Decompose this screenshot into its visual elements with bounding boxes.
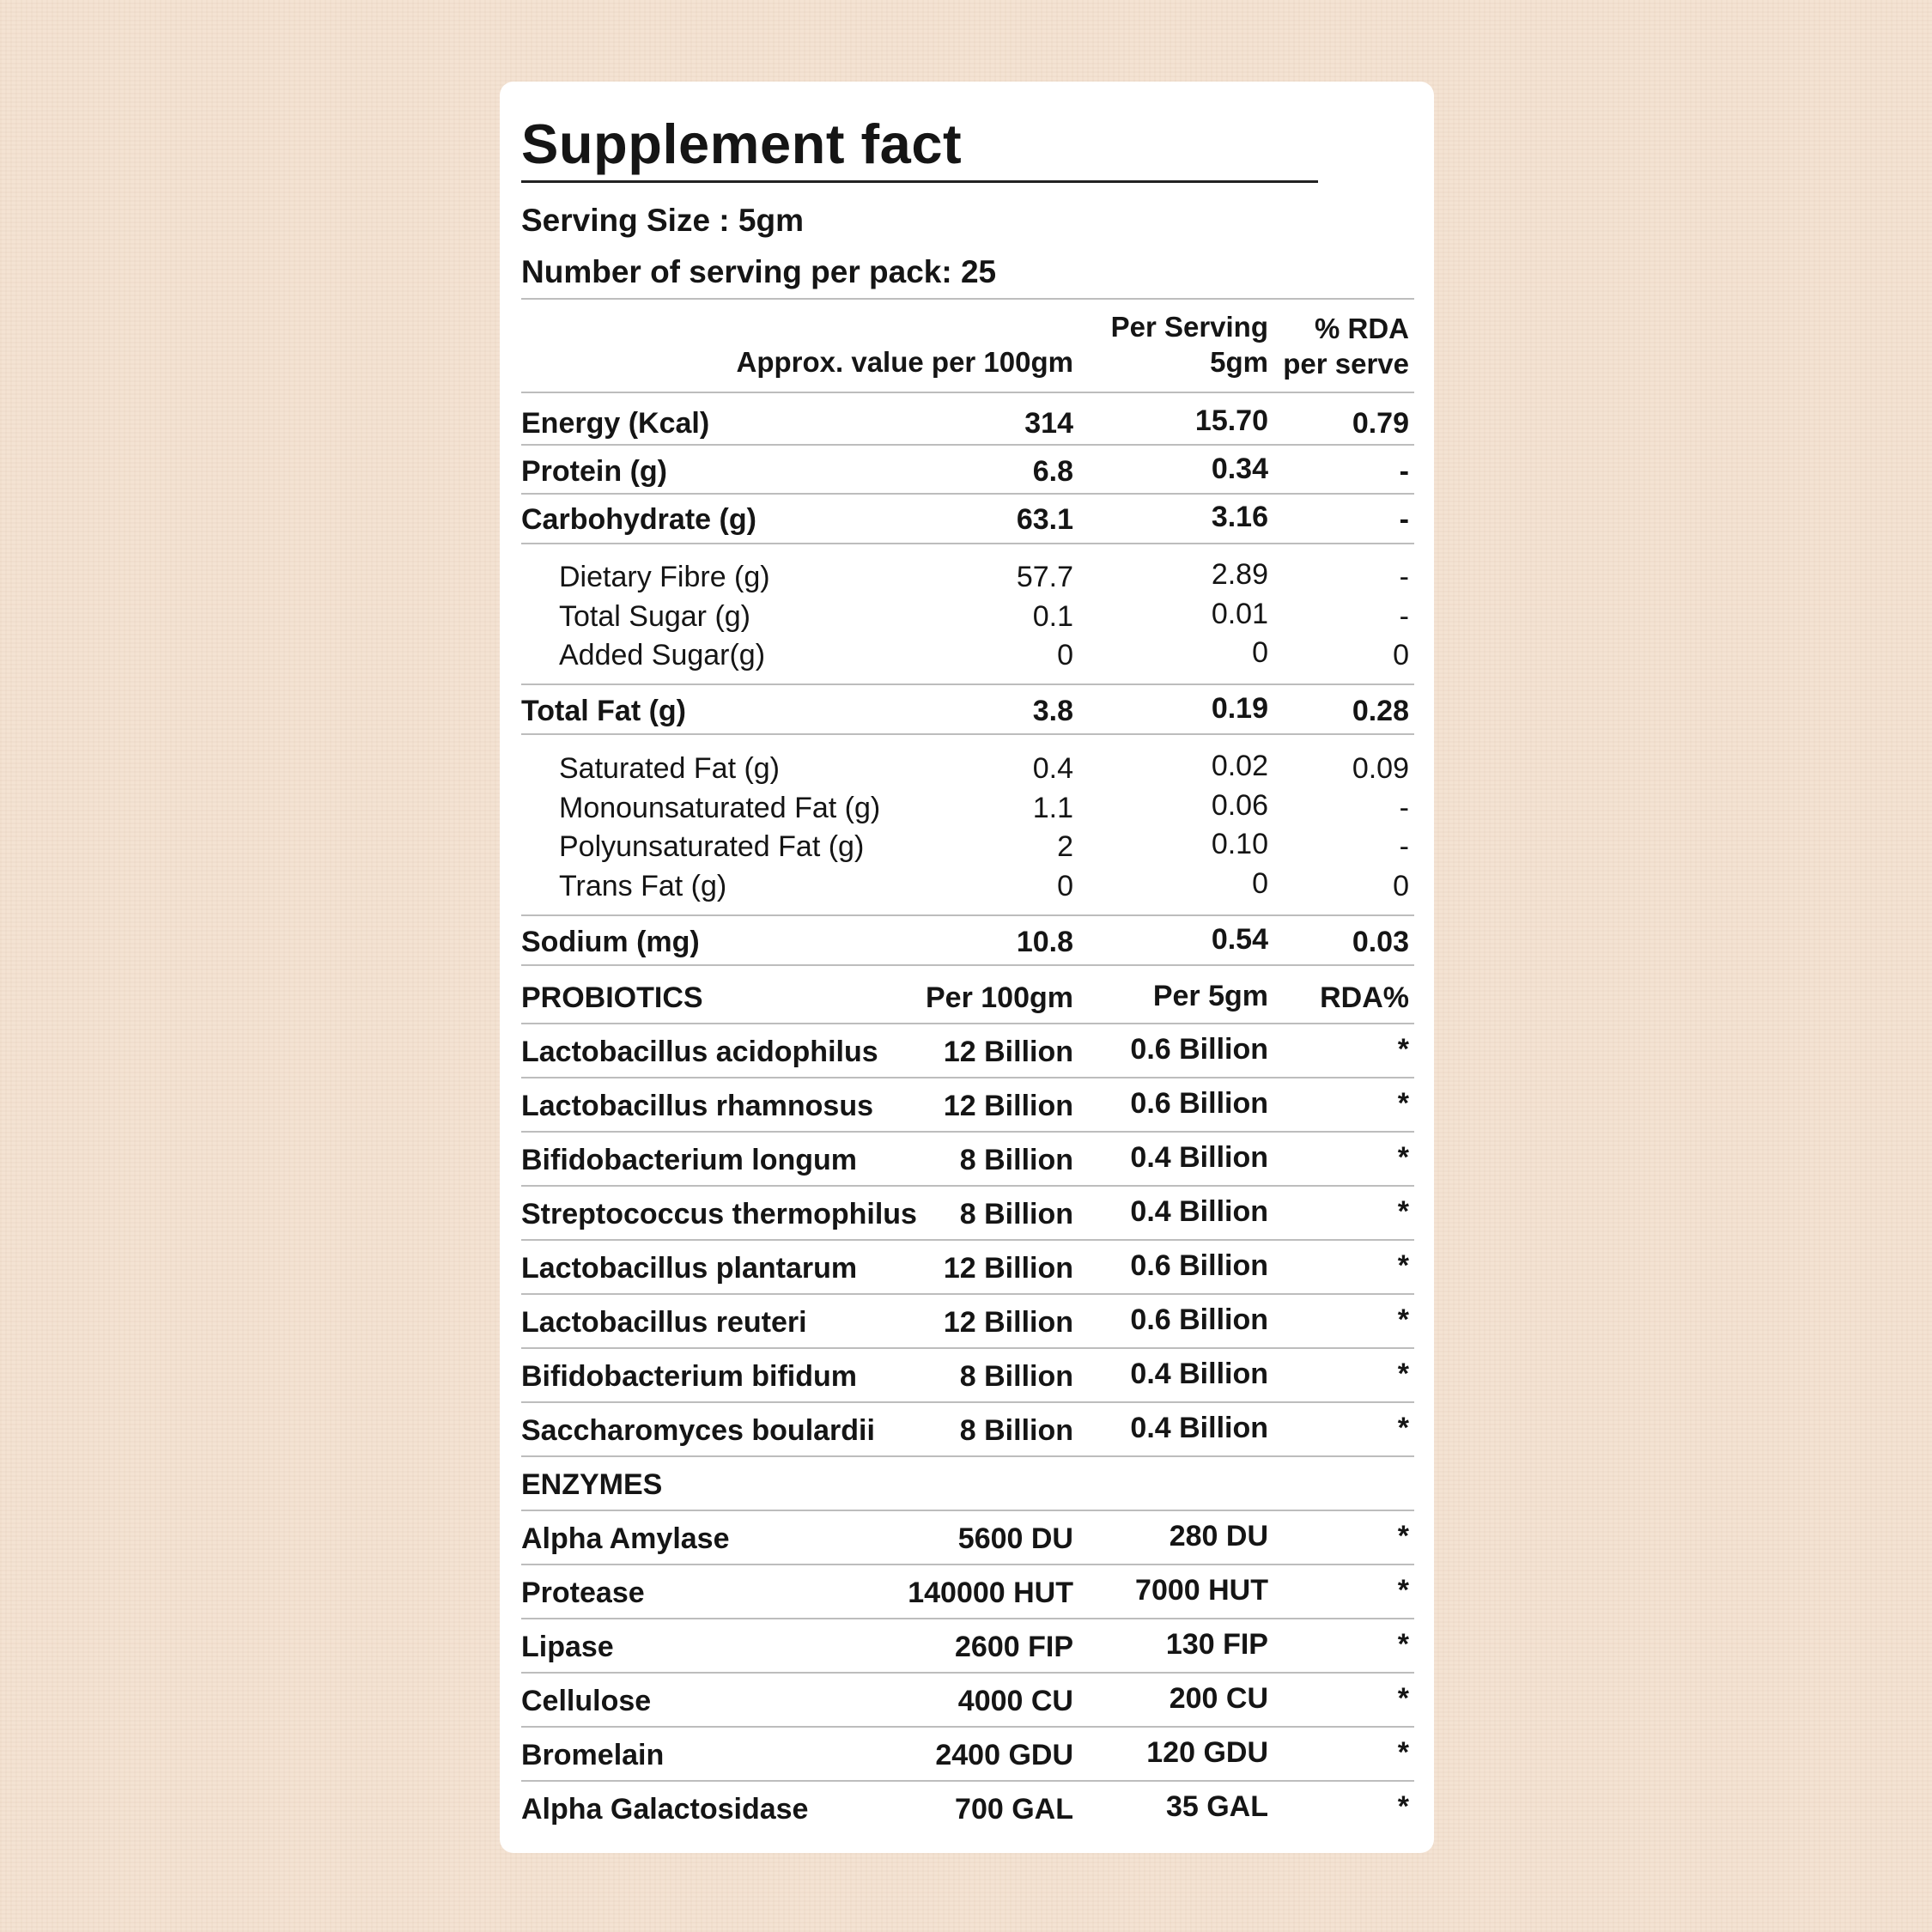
- probiotic-rda: *: [1397, 1195, 1409, 1228]
- divider: [521, 298, 1414, 300]
- probiotics-header: PROBIOTICS: [521, 981, 703, 1014]
- per-serving-line-2: 5gm: [1210, 346, 1268, 379]
- enzyme-name: Lipase: [521, 1631, 614, 1663]
- enzyme-per-100: 140000 HUT: [908, 1577, 1073, 1609]
- nutrient-per-100: 63.1: [1016, 503, 1073, 536]
- divider: [521, 1131, 1414, 1133]
- nutrient-per-100: 0: [1057, 639, 1073, 671]
- divider: [521, 1780, 1414, 1782]
- probiotic-rda: *: [1397, 1303, 1409, 1336]
- divider: [521, 683, 1414, 685]
- probiotic-per-100: 8 Billion: [959, 1144, 1073, 1176]
- column-header-rda: [1283, 311, 1409, 382]
- nutrient-rda: 0.03: [1352, 926, 1409, 958]
- probiotic-rda: *: [1397, 1087, 1409, 1120]
- enzyme-name: Alpha Galactosidase: [521, 1793, 809, 1826]
- probiotic-per-serving: 0.6 Billion: [1130, 1249, 1268, 1282]
- enzyme-name: Bromelain: [521, 1739, 665, 1771]
- probiotic-rda: *: [1397, 1033, 1409, 1066]
- divider: [521, 1672, 1414, 1674]
- nutrient-name: Monounsaturated Fat (g): [559, 792, 881, 824]
- enzyme-rda: *: [1397, 1520, 1409, 1552]
- probiotics-header-rda: RDA%: [1320, 981, 1409, 1014]
- nutrient-rda: -: [1399, 503, 1409, 536]
- column-header-per-100: Approx. value per 100gm: [736, 346, 1073, 378]
- divider: [521, 1726, 1414, 1728]
- nutrient-rda: -: [1399, 455, 1409, 488]
- enzyme-per-100: 2400 GDU: [935, 1739, 1073, 1771]
- nutrient-per-serving: 0.34: [1211, 453, 1268, 485]
- nutrient-per-100: 0.4: [1032, 752, 1073, 785]
- nutrient-per-serving: 0: [1252, 867, 1268, 900]
- divider: [521, 1618, 1414, 1619]
- probiotic-per-serving: 0.6 Billion: [1130, 1087, 1268, 1120]
- enzyme-rda: *: [1397, 1736, 1409, 1769]
- nutrient-name: Total Fat (g): [521, 695, 686, 727]
- probiotic-name: Saccharomyces boulardii: [521, 1414, 875, 1447]
- enzyme-per-serving: 35 GAL: [1165, 1790, 1268, 1823]
- enzyme-rda: *: [1397, 1790, 1409, 1823]
- nutrient-name: Saturated Fat (g): [559, 752, 781, 785]
- divider: [521, 543, 1414, 544]
- nutrient-rda: 0.09: [1352, 752, 1409, 785]
- nutrient-name: Added Sugar(g): [559, 639, 766, 671]
- nutrient-per-100: 3.8: [1032, 695, 1073, 727]
- nutrient-per-serving: 2.89: [1211, 558, 1268, 591]
- probiotic-per-serving: 0.6 Billion: [1130, 1033, 1268, 1066]
- divider: [521, 392, 1414, 393]
- enzyme-per-serving: 200 CU: [1169, 1682, 1268, 1715]
- nutrient-rda: 0: [1393, 870, 1409, 902]
- nutrient-per-serving: 0.19: [1211, 692, 1268, 725]
- nutrient-per-100: 2: [1057, 830, 1073, 863]
- probiotic-name: Bifidobacterium bifidum: [521, 1360, 857, 1393]
- nutrient-name: Carbohydrate (g): [521, 503, 756, 536]
- enzyme-per-serving: 7000 HUT: [1135, 1574, 1268, 1607]
- title-divider: [521, 180, 1318, 183]
- divider: [521, 914, 1414, 916]
- nutrient-rda: -: [1399, 600, 1409, 633]
- divider: [521, 1185, 1414, 1187]
- probiotic-per-serving: 0.4 Billion: [1130, 1358, 1268, 1390]
- divider: [521, 1347, 1414, 1349]
- divider: [521, 1077, 1414, 1078]
- probiotic-per-serving: 0.4 Billion: [1130, 1141, 1268, 1174]
- probiotic-per-100: 12 Billion: [943, 1306, 1073, 1339]
- enzyme-per-serving: 280 DU: [1169, 1520, 1268, 1552]
- nutrient-per-serving: 0.10: [1211, 828, 1268, 860]
- nutrient-per-serving: 0.02: [1211, 750, 1268, 782]
- nutrient-rda: -: [1399, 792, 1409, 824]
- probiotic-per-100: 12 Billion: [943, 1090, 1073, 1122]
- nutrient-per-100: 1.1: [1032, 792, 1073, 824]
- probiotic-name: Lactobacillus acidophilus: [521, 1036, 878, 1068]
- nutrient-per-100: 0: [1057, 870, 1073, 902]
- probiotics-header-per-100: Per 100gm: [926, 981, 1073, 1014]
- divider: [521, 1564, 1414, 1565]
- enzyme-name: Protease: [521, 1577, 645, 1609]
- divider: [521, 1239, 1414, 1241]
- probiotic-rda: *: [1397, 1412, 1409, 1444]
- probiotic-per-100: 12 Billion: [943, 1036, 1073, 1068]
- enzyme-name: Alpha Amylase: [521, 1522, 730, 1555]
- nutrient-name: Polyunsaturated Fat (g): [559, 830, 865, 863]
- divider: [521, 1401, 1414, 1403]
- column-header-per-serving: [1111, 309, 1268, 380]
- nutrient-rda: -: [1399, 830, 1409, 863]
- nutrient-per-serving: 0.54: [1211, 923, 1268, 956]
- nutrient-name: Trans Fat (g): [559, 870, 727, 902]
- nutrient-name: Total Sugar (g): [559, 600, 750, 633]
- nutrient-per-serving: 0: [1252, 636, 1268, 669]
- probiotic-rda: *: [1397, 1249, 1409, 1282]
- per-serving-line-1: Per Serving: [1110, 311, 1268, 343]
- nutrient-per-100: 10.8: [1016, 926, 1073, 958]
- nutrient-per-serving: 3.16: [1211, 501, 1268, 533]
- nutrient-rda: -: [1399, 561, 1409, 593]
- supplement-facts-card: [500, 82, 1434, 1853]
- enzyme-rda: *: [1397, 1682, 1409, 1715]
- probiotics-header-per-serving: Per 5gm: [1152, 980, 1268, 1012]
- page-title: Supplement fact: [521, 112, 963, 175]
- nutrient-rda: 0: [1393, 639, 1409, 671]
- probiotic-per-serving: 0.6 Billion: [1130, 1303, 1268, 1336]
- servings-per-pack: Number of serving per pack: 25: [521, 254, 997, 289]
- nutrient-name: Protein (g): [521, 455, 667, 488]
- divider: [521, 444, 1414, 446]
- nutrient-per-100: 314: [1024, 407, 1073, 440]
- divider: [521, 964, 1414, 966]
- probiotic-rda: *: [1397, 1358, 1409, 1390]
- serving-size: Serving Size : 5gm: [521, 203, 804, 238]
- enzyme-per-100: 700 GAL: [955, 1793, 1073, 1826]
- divider: [521, 1455, 1414, 1457]
- divider: [521, 1293, 1414, 1295]
- nutrient-rda: 0.79: [1352, 407, 1409, 440]
- probiotic-name: Streptococcus thermophilus: [521, 1198, 917, 1230]
- nutrient-per-serving: 0.06: [1211, 789, 1268, 822]
- divider: [521, 733, 1414, 735]
- probiotic-per-serving: 0.4 Billion: [1130, 1195, 1268, 1228]
- rda-line-2: per serve: [1283, 348, 1409, 380]
- probiotic-name: Bifidobacterium longum: [521, 1144, 857, 1176]
- nutrient-name: Dietary Fibre (g): [559, 561, 770, 593]
- nutrient-name: Sodium (mg): [521, 926, 700, 958]
- nutrient-per-serving: 0.01: [1211, 598, 1268, 630]
- probiotic-name: Lactobacillus reuteri: [521, 1306, 807, 1339]
- enzyme-per-serving: 120 GDU: [1146, 1736, 1268, 1769]
- nutrient-per-100: 0.1: [1032, 600, 1073, 633]
- enzyme-rda: *: [1397, 1574, 1409, 1607]
- probiotic-per-serving: 0.4 Billion: [1130, 1412, 1268, 1444]
- probiotic-per-100: 8 Billion: [959, 1198, 1073, 1230]
- nutrient-per-100: 57.7: [1016, 561, 1073, 593]
- nutrient-per-serving: 15.70: [1194, 404, 1268, 437]
- enzyme-per-100: 2600 FIP: [955, 1631, 1073, 1663]
- nutrient-name: Energy (Kcal): [521, 407, 710, 440]
- divider: [521, 1510, 1414, 1511]
- probiotic-per-100: 8 Billion: [959, 1414, 1073, 1447]
- probiotic-rda: *: [1397, 1141, 1409, 1174]
- rda-line-1: % RDA: [1314, 313, 1409, 344]
- divider: [521, 1023, 1414, 1024]
- enzyme-name: Cellulose: [521, 1685, 652, 1717]
- probiotic-name: Lactobacillus plantarum: [521, 1252, 858, 1285]
- nutrient-per-100: 6.8: [1032, 455, 1073, 488]
- enzyme-rda: *: [1397, 1628, 1409, 1661]
- enzymes-header: ENZYMES: [521, 1468, 663, 1501]
- probiotic-per-100: 12 Billion: [943, 1252, 1073, 1285]
- nutrient-rda: 0.28: [1352, 695, 1409, 727]
- probiotic-per-100: 8 Billion: [959, 1360, 1073, 1393]
- enzyme-per-100: 5600 DU: [957, 1522, 1073, 1555]
- enzyme-per-100: 4000 CU: [957, 1685, 1073, 1717]
- divider: [521, 493, 1414, 495]
- enzyme-per-serving: 130 FIP: [1165, 1628, 1268, 1661]
- probiotic-name: Lactobacillus rhamnosus: [521, 1090, 873, 1122]
